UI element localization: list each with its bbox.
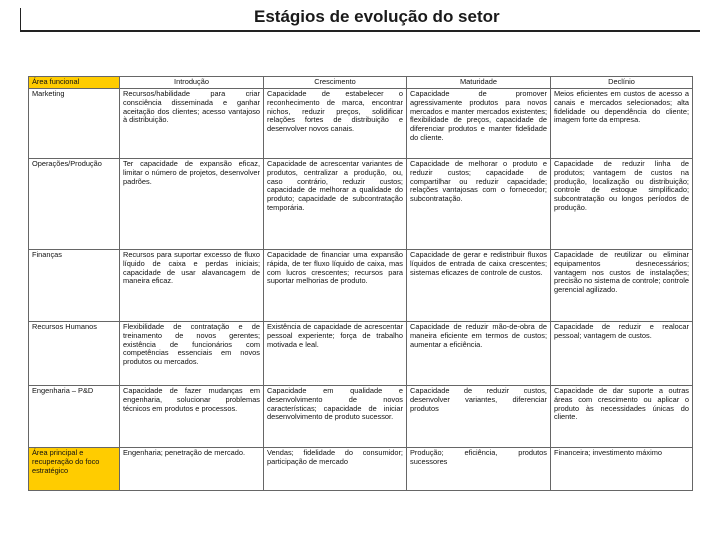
row-label-human-resources: Recursos Humanos [29,322,120,386]
table-cell: Recursos para suportar excesso de fluxo líquido de caixa e perdas iniciais; capacidade de usar alavancagem de maneira eficaz. [120,250,264,322]
row-label-finance: Finanças [29,250,120,322]
table-cell: Capacidade de fazer mudanças em engenharia, solucionar problemas técnicos em produtos e processos. [120,386,264,448]
table-cell: Capacidade de financiar uma expansão rápida, de ter fluxo líquido de caixa, mas com lucros crescentes; recursos para suportar melhorias de produto. [264,250,407,322]
table-cell: Capacidade de melhorar o produto e reduzir custos; capacidade de compartilhar ou reduzir capacidade; relações vantajosas com o fornecedor; subcontratação. [407,159,551,250]
title-left-rule [20,8,21,32]
row-label-engineering: Engenharia – P&D [29,386,120,448]
table-cell: Flexibilidade de contratação e de treinamento de novos gerentes; existência de funcionários com competências essenciais em novos produtos ou mercados. [120,322,264,386]
title-bar [20,4,700,32]
table-header-row [29,77,693,89]
header-decline: Declínio [551,77,693,89]
table-cell: Existência de capacidade de acrescentar pessoal experiente; força de trabalho motivada e leal. [264,322,407,386]
table-cell: Capacidade de dar suporte a outras áreas com crescimento ou aplicar o produto às necessidades únicas do cliente. [551,386,693,448]
table-cell: Vendas; fidelidade do consumidor; participação de mercado [264,448,407,491]
table-cell: Capacidade de reutilizar ou eliminar equipamentos desnecessários; vantagem nos custos de instalações; precisão no sistema de controle; controle gerencial agilizado. [551,250,693,322]
table-cell: Capacidade de promover agressivamente produtos para novos mercados e manter mercados existentes; flexibilidade de preços, capacidade de diferenciar produtos e manter fidelidade do cliente. [407,89,551,159]
table-row [29,89,693,159]
table-cell: Recursos/habilidade para criar consciência disseminada e ganhar aceitação dos clientes; acesso vantajoso à distribuição. [120,89,264,159]
row-label-strategic-focus: Área principal e recuperação do foco estratégico [29,448,120,491]
table-row [29,322,693,386]
table-cell: Capacidade de reduzir custos, desenvolver variantes, diferenciar produtos [407,386,551,448]
table-cell: Capacidade de reduzir mão-de-obra de maneira eficiente em termos de custos; aumentar a eficiência. [407,322,551,386]
slide-title: Estágios de evolução do setor [254,7,500,26]
table-cell: Capacidade de acrescentar variantes de produtos, centralizar a produção, ou, caso contrário, reduzir custos; capacidade de melhorar a qualidade do produto; capacidade de subcontratação temporária. [264,159,407,250]
table-row [29,159,693,250]
table-cell: Capacidade de gerar e redistribuir fluxos líquidos de entrada de caixa crescentes; sistemas eficazes de controle de custos. [407,250,551,322]
row-label-marketing: Marketing [29,89,120,159]
industry-stages-table [28,76,693,491]
table-cell: Capacidade de reduzir linha de produtos; vantagem de custos na produção, localização ou distribuição; controle de estoque simplificado; subcontratação ou longos períodos de produção. [551,159,693,250]
table-cell: Meios eficientes em custos de acesso a canais e mercados selecionados; alta fidelidade ou dependência do cliente; imagem forte da empresa. [551,89,693,159]
header-functional-area: Área funcional [29,77,120,89]
table-cell: Capacidade em qualidade e desenvolvimento de novos características; capacidade de iniciar desenvolvimento de produto sucessor. [264,386,407,448]
table-row [29,386,693,448]
table-cell: Financeira; investimento máximo [551,448,693,491]
header-maturity: Maturidade [407,77,551,89]
table-row [29,448,693,491]
row-label-operations: Operações/Produção [29,159,120,250]
table-cell: Engenharia; penetração de mercado. [120,448,264,491]
table-cell: Ter capacidade de expansão eficaz, limitar o número de projetos, desenvolver padrões. [120,159,264,250]
header-growth: Crescimento [264,77,407,89]
table-cell: Capacidade de reduzir e realocar pessoal; vantagem de custos. [551,322,693,386]
table-cell: Produção; eficiência, produtos sucessores [407,448,551,491]
table-row [29,250,693,322]
table-cell: Capacidade de estabelecer o reconhecimento de marca, encontrar nichos, reduzir preços, solidificar relações fortes de distribuição e desenvolver novos canais. [264,89,407,159]
header-introduction: Introdução [120,77,264,89]
